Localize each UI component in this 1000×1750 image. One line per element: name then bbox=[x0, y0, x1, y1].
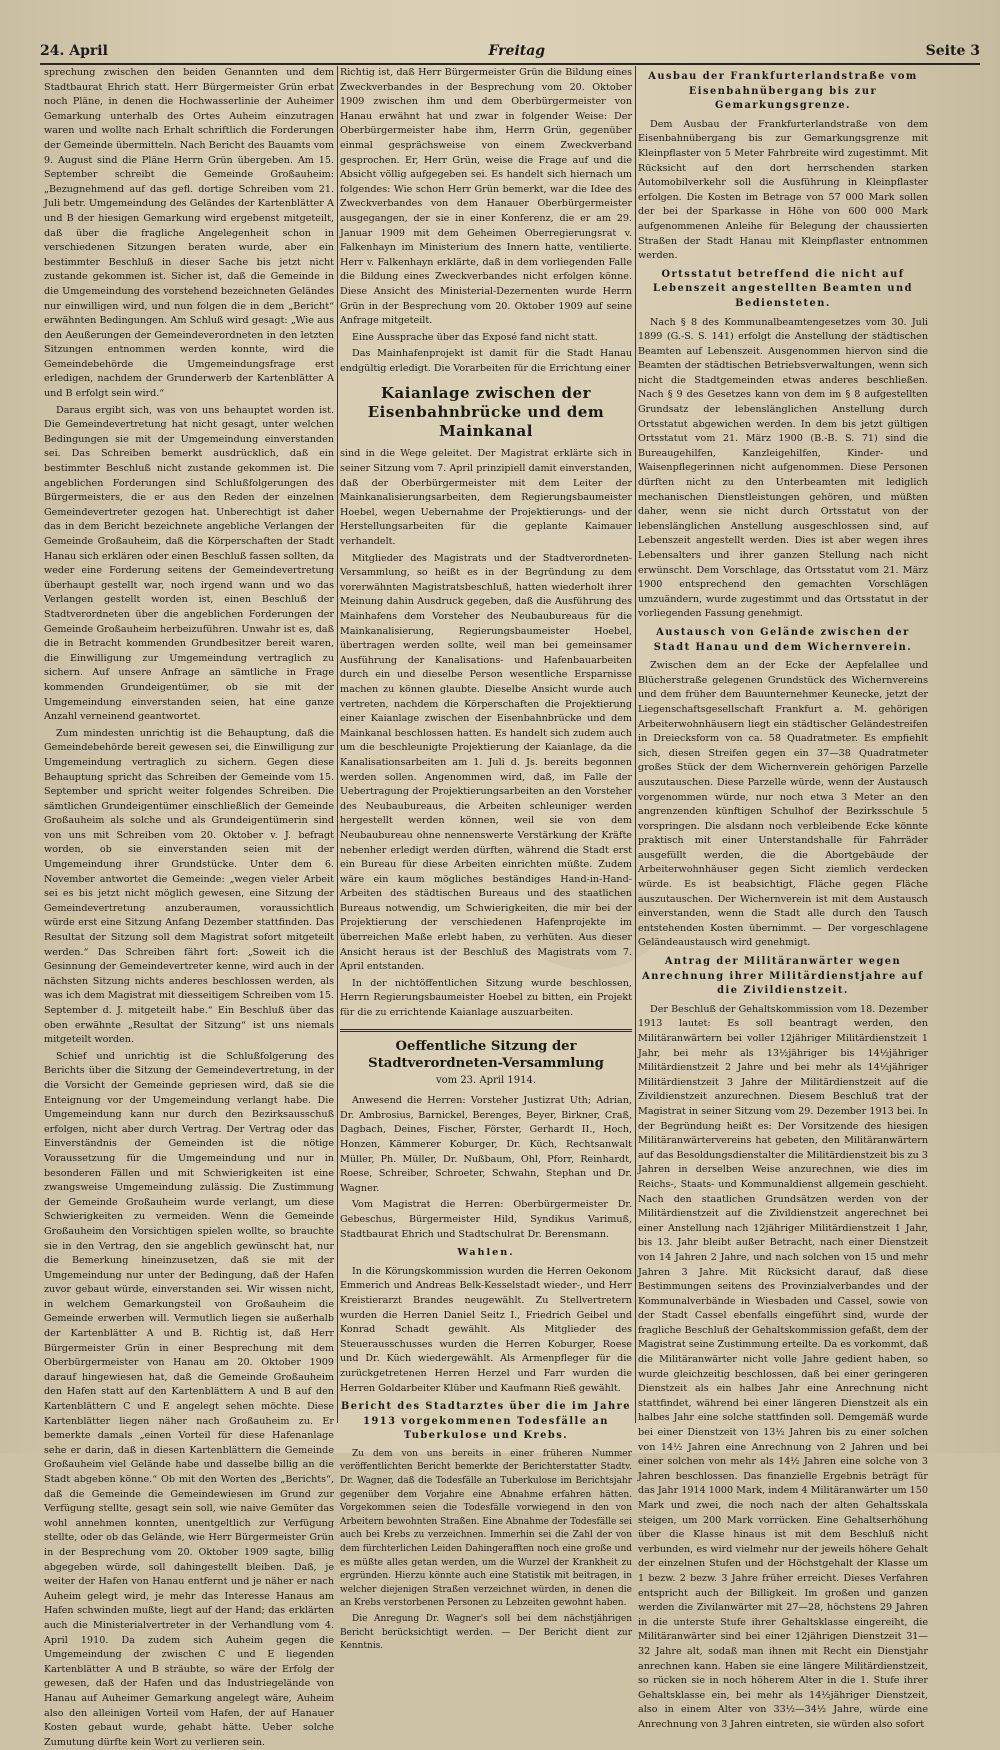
header-rule bbox=[40, 63, 980, 65]
article-paragraph: In die Körungskommission wurden die Herren Oekonom Emmerich und Andreas Belk-Kesselstadt wieder-, und Herr Kreistierarzt Brandes neugewählt. Zu Stellvertretern wurden die Herren Daniel Seitz I., Friedrich Geibel und Konrad Schadt gewählt. Als Mitglieder des Steuerausschusses wurden die Herren Koburger, Roese und Dr. Küch wiedergewählt. Als Armenpfleger für die zurückgetretenen Herren Herzel und Farr wurden die Herren Goldarbeiter Klüber und Kaufmann Rieß gewählt. bbox=[340, 1265, 632, 1394]
column-2 bbox=[340, 66, 632, 1652]
article-paragraph: Schief und unrichtig ist die Schlußfolgerung des Berichts über die Sitzung der Gemeindevertretung, in der die Vorsicht der Gemeinde gepriesen wird, daß sie die Enteignung vor der Umgemeindung verlangt habe. Die Umgemeindung kann nur durch den Bezirksausschuß erfolgen, nicht aber durch Vertrag. Der Vertrag oder das Einverständnis der Gemeinden ist die nötige Voraussetzung für die Umgemeindung und nur in besonderen Fällen und mit Schwierigkeiten ist eine zwangsweise Umgemeindung zulässig. Die Zustimmung der Gemeinde Großauheim wurde verlangt, um diese Schwierigkeiten zu vermeiden. Wenn die Gemeinde Großauheim den Vorsichtigen spielen wollte, so brauchte sie in den Vertrag, den sie angeblich gewünscht hat, nur die Bemerkung hineinzusetzen, daß sie mit der Umgemeindung nur unter der Bedingung, daß der Hafen zuvor gebaut würde, einverstanden sei. Wir wissen nicht, in welchem Gemarkungsteil von Großauheim die Gemeinde erwerben will. Vermutlich liegen sie außerhalb der Kartenblätter A und B. Richtig ist, daß Herr Bürgermeister Grün in einer Besprechung mit dem Oberbürgermeister von Hanau am 20. Oktober 1909 darauf hingewiesen hat, daß die Gemeinde Großauheim den Hafen statt auf den Kartenblättern A und B auf den Kartenblättern C und E angelegt sehen möchte. Diese Kartenblätter liegen näher nach Großauheim zu. Er bemerkte damals „einen Vorteil für diese Hafenanlage sehe er darin, daß in diesen Kartenblättern die Gemeinde Großauheim viel Gelände habe und dasselbe billig an die Stadt abgeben könne.“ Ob mit den Worten des „Berichts“, daß die Gemeinde die Gemeindewiesen im Grund zur Verfügung stellte, gesagt sein soll, wie naive Gemüter das wohl annehmen konnten, unentgeltlich zur Verfügung stellte, oder ob das Gelände, wie Herr Bürgermeister Grün in der Besprechung vom 20. Oktober 1909 sagte, billig abgegeben würde, soll dahingestellt bleiben. Daß, je weiter der Hafen von Hanau entfernt und je näher er nach Auheim gelegt wird, je mehr das Interesse Hanaus am Hafen schwinden mußte, liegt auf der Hand; das erklärten auch die Ministerialvertreter in der Verhandlung vom 4. April 1910. Da zudem sich Auheim gegen die Umgemeindung der zwischen C und E liegenden Kartenblätter A und B sträubte, so wäre der Erfolg der gewesen, daß der Hafen und das Industriegelände von Hanau auf Auheimer Gemarkung angelegt wäre, Auheim also den alleinigen Vorteil vom Hafen, der auf Hanauer Kosten gebaut wurde, gehabt hätte. Ueber solche Zumutung dürfte kein Wort zu verlieren sein. bbox=[44, 1050, 334, 1748]
header-day: Freitag bbox=[488, 43, 546, 59]
article-paragraph: Die Anregung Dr. Wagner's soll bei dem nächstjährigen Bericht berücksichtigt werden. — Der Bericht dient zur Kenntnis. bbox=[340, 1614, 632, 1652]
headline-kaianlage: Kaianlage zwischen der Eisenbahnbrücke und dem Mainkanal bbox=[367, 384, 605, 441]
article-paragraph: Zum mindesten unrichtig ist die Behauptung, daß die Gemeindebehörde bereit gewesen sei, die Einwilligung zur Umgemeindung vertraglich zu sichern. Gegen diese Behauptung spricht das Schreiben der Gemeinde vom 15. September und spricht weiter folgendes Schreiben. Die sämtlichen Grundeigentümer einschließlich der Gemeinde Großauheim als solche und als Grundeigentümerin sind von uns mit Schreiben vom 20. Oktober v. J. befragt worden, ob sie einverstanden seien mit der Umgemeindung ihrer Grundstücke. Unter dem 6. November antwortet die Gemeinde: „wegen vieler Arbeit sei es bis jetzt nicht möglich gewesen, eine Sitzung der Gemeindevertretung anzuberaumen, voraussichtlich würde erst eine Sitzung Anfang Dezember stattfinden. Das Resultat der Sitzung soll dem Magistrat sofort mitgeteilt werden.“ Das Schreiben fährt fort: „Soweit ich die Gesinnung der Gemeindevertreter kenne, wird auch in der nächsten Sitzung nichts anderes beschlossen werden, als was ich dem Magistrat mit diesseitigem Schreiben vom 15. September d. J. mitgeteilt habe.“ Ein Beschluß über das oben erwähnte „Resultat der Sitzung“ ist uns niemals mitgeteilt worden. bbox=[44, 727, 334, 1046]
column-3 bbox=[638, 66, 928, 1730]
article-paragraph: Richtig ist, daß Herr Bürgermeister Grün die Bildung eines Zweckverbandes in der Besprechung vom 20. Oktober 1909 zwischen ihm und dem Oberbürgermeister von Hanau erwähnt hat und zwar in folgender Weise: Der Oberbürgermeister habe ihm, Herrn Grün, gegenüber einmal gesprächsweise von einem Zweckverband gesprochen. Er, Herr Grün, weise die Frage auf und die Absicht völlig aufgegeben sei. Es handelt sich hiernach um folgendes: Wie schon Herr Grün bemerkt, war die Idee des Zweckverbandes von dem Hanauer Oberbürgermeister ausgegangen, der sie in einer Konferenz, die er am 29. Januar 1909 mit dem Geheimen Oberregierungsrat v. Falkenhayn im Ministerium des Innern hatte, ventilierte. Herr v. Falkenhayn erklärte, daß in dem vorliegenden Falle die Bildung eines Zweckverbandes nicht erfolgen könne. Diese Ansicht des Ministerial-Dezernenten wurde Herrn Grün in der Besprechung vom 20. Oktober 1909 auf seine Anfrage mitgeteilt. bbox=[340, 67, 632, 327]
section-title-antrag: Antrag der Militäranwärter wegen Anrechnung ihrer Militärdienstjahre auf die Zivildienstzeit. bbox=[642, 956, 924, 997]
header-page-number: Seite 3 bbox=[925, 43, 980, 59]
section-separator bbox=[340, 1029, 632, 1032]
column-divider bbox=[337, 66, 338, 1423]
article-paragraph: sind in die Wege geleitet. Der Magistrat erklärte sich in seiner Sitzung vom 7. April prinzipiell damit einverstanden, daß der Oberbürgermeister mit dem Leiter der Mainkanalisierungsarbeiten, dem Regierungsbaumeister Hoebel, wegen Uebernahme der Projektierungs- und der Herstellungsarbeiten für die geplante Kaimauer verhandelt. bbox=[340, 448, 632, 548]
section-title-ortsstatut: Ortsstatut betreffend die nicht auf Lebenszeit angestellten Beamten und Bediensteten. bbox=[653, 268, 913, 309]
header-date: 24. April bbox=[40, 43, 108, 59]
article-paragraph: Der Beschluß der Gehaltskommission vom 18. Dezember 1913 lautet: Es soll beantragt werden, den Militäranwärtern bei voller 12jähriger Militärdienstzeit 1 Jahr, bei mehr als 13½jähriger bis 14½jähriger Militärdienstzeit 2 Jahre und bei mehr als 14½jähriger Militärdienstzeit 3 Jahre der Militärdienstzeit auf die Zivildienstzeit anzurechnen. Diesem Beschluß trat der Magistrat in seiner Sitzung vom 29. Dezember 1913 bei. In der Begründung heißt es: Der Vorsitzende des hiesigen Militäranwärtervereins hat gebeten, den Militäranwärtern auf das Besoldungsdienstalter die Militärdienstzeit bis zu 3 Jahren in derselben Weise anzurechnen, wie dies im Reichs-, Staats- und Kommunaldienst allgemein geschieht. Nach den staatlichen Grundsätzen werden von der Militärdienstzeit auf die Zivildienstzeit angerechnet bei einer Anstellung nach 12jähriger Militärdienstzeit 1 Jahr, bis 13. Jahr bleibt außer Betracht, nach einer Dienstzeit von 14 Jahren 2 Jahre, und nach solchen von 15 und mehr Jahren 3 Jahre. Mit Rücksicht darauf, daß diese Bestimmungen seitens des Provinzialverbandes und der Kommunalverbände in Wiesbaden und Cassel, sowie von der Stadt Cassel ebenfalls eingeführt sind, wurde der fragliche Beschluß der Gehaltskommission gefaßt, dem der Magistrat seine Zustimmung erteilte. Da es vorkommt, daß die Militäranwärter nicht volle Jahre gedient haben, so wurde gleichzeitig beschlossen, daß bei einer geringeren Dienstzeit als ein halbes Jahr eine Anrechnung nicht stattfindet, während bei einer längeren Dienstzeit als ein halbes Jahr eine solche stattfinden soll. Demgemäß wurde bei einer Dienstzeit von 13½ Jahren bis zu einer solchen von 14½ Jahren eine Anrechnung von 2 Jahren und bei einer solchen von mehr als 14½ Jahren eine solche von 3 Jahren beschlossen. Das finanzielle Ergebnis beträgt für das Jahr 1914 1000 Mark, indem 4 Militäranwärter um 150 Mark und zwei, die noch nach der alten Gehaltsskala steigen, um 200 Mark vorrücken. Eine Gehaltserhöhung über die Klasse hinaus ist mit dem Beschluß nicht verbunden, es wird vielmehr nur der jeweils höhere Gehalt der einzelnen Stufen und der Höchstgehalt der Klasse um 1 bezw. 2 bezw. 3 Jahre früher erreicht. Dieses Verfahren entspricht auch der Billigkeit. Im großen und ganzen werden die Zivilanwärter mit 27—28, höchstens 29 Jahren in die unterste Stufe ihrer Gehaltsklasse eingereiht, die Militäranwärter sind bei einer 12jährigen Dienstzeit 31—32 Jahre alt, sodaß man ihnen mit Recht ein Dienstjahr anrechnen kann. Haben sie eine längere Militärdienstzeit, so rücken sie in noch höherem Alter in die 1. Stufe ihrer Gehaltsklasse ein, bei mehr als 14½jähriger Dienstzeit, also in einem Alter von 33½—34½ Jahre, würde eine Anrechnung von 3 Jahren eintreten, sie würden also sofort bbox=[638, 1003, 928, 1730]
attendance-paragraph: Vom Magistrat die Herren: Oberbürgermeister Dr. Gebeschus, Bürgermeister Hild, Syndikus Varimuß, Stadtbaurat Ehrich und Stadtschulrat Dr. Berensmann. bbox=[340, 1199, 632, 1240]
attendance-paragraph: Anwesend die Herren: Vorsteher Justizrat Uth; Adrian, Dr. Ambrosius, Barnickel, Berenges, Beyer, Birkner, Craß, Dagbach, Deines, Fischer, Förster, Gerhardt II., Hoch, Honzen, Kämmerer Koburger, Dr. Küch, Rechtsanwalt Müller, Ph. Müller, Dr. Nußbaum, Ohl, Pforr, Reinhardt, Roese, Schreiber, Schroeter, Schwahn, Stephan und Dr. Wagner. bbox=[340, 1095, 632, 1194]
headline-session: Oeffentliche Sitzung der Stadtverordneten-Versammlung bbox=[368, 1038, 604, 1071]
article-paragraph: Das Mainhafenprojekt ist damit für die Stadt Hanau endgültig erledigt. Die Vorarbeiten für die Errichtung einer bbox=[340, 348, 632, 374]
article-paragraph: Zwischen dem an der Ecke der Aepfelallee und Blücherstraße gelegenen Grundstück des Wichernvereins und dem früher dem Bauunternehmer Keunecke, jetzt der Liegenschaftsgesellschaft Frankfurt a. M. gehörigen Arbeiterwohnhäusern liegt ein städtischer Geländestreifen in Dreiecksform von ca. 58 Quadratmeter. Es empfiehlt sich, diesen Streifen gegen ein 37—38 Quadratmeter großes Stück der dem Wichernverein gehörigen Parzelle auszutauschen. Diese Parzelle würde, wenn der Austausch vorgenommen würde, nur noch etwa 3 Meter an den angrenzenden künftigen Schulhof der Bezirksschule 5 vorspringen. Die alsdann noch verbleibende Ecke könnte praktisch mit einer Unterstandshalle für Fahrräder ausgefüllt werden, die die Abortgebäude der Arbeiterwohnhäuser gegen Sicht ziemlich verdecken würde. Es ist beabsichtigt, Fläche gegen Fläche auszutauschen. Der Wichernverein ist mit dem Austausch einverstanden, wenn die Stadt alle durch den Tausch entstehenden Kosten übernimmt. — Der vorgeschlagene Geländeaustausch wird genehmigt. bbox=[638, 660, 928, 949]
article-paragraph: Eine Aussprache über das Exposé fand nicht statt. bbox=[352, 331, 598, 343]
section-title-ausbau: Ausbau der Frankfurterlandstraße vom Eisenbahnübergang bis zur Gemarkungsgrenze. bbox=[648, 71, 918, 112]
page-header bbox=[40, 40, 980, 62]
column-divider bbox=[635, 66, 636, 1423]
article-paragraph: Zu dem von uns bereits in einer früheren Nummer veröffentlichten Bericht bemerkte der Berichterstatter Stadtv. Dr. Wagner, daß die Todesfälle an Tuberkulose im Berichtsjahr gegenüber dem Vorjahre eine Abnahme erfahren hätten. Vorgekommen seien die Todesfälle vorwiegend in den von Arbeitern bewohnten Straßen. Eine Abnahme der Todesfälle sei auch bei Krebs zu verzeichnen. Immerhin sei die Zahl der von dem fürchterlichen Leiden Dahingerafften noch eine große und es müßte alles getan werden, um die Wurzel der Krankheit zu ergründen. Hierzu könnte auch eine Statistik mit beitragen, in welcher diejenigen Straßen verzeichnet würden, in denen die an Krebs verstorbenen Personen zu Lebzeiten gewohnt haben. bbox=[340, 1448, 632, 1609]
article-paragraph: sprechung zwischen den beiden Genannten und dem Stadtbaurat Ehrich statt. Herr Bürgermeister Grün erbat noch Pläne, in denen die Hochwasserlinie der Auheimer Gemarkung unterhalb des Ortes Auheim einzutragen waren und wollte nach Erhalt schriftlich die Forderungen der Gemeinde übermitteln. Nach Bericht des Bauamts vom 9. August sind die Pläne Herrn Grün übergeben. Am 15. September schreibt die Gemeinde Großauheim: „Bezugnehmend auf das gefl. dortige Schreiben vom 21. Juli betr. Umgemeindung des Geländes der Kartenblätter A und B der hiesigen Gemarkung wird ergebenst mitgeteilt, daß über die fragliche Angelegenheit schon in verschiedenen Sitzungen beraten wurde, aber ein bestimmter Beschluß in dieser Sache bis jetzt nicht zustande gekommen ist. Sicher ist, daß die Gemeinde in die Umgemeindung des vorstehend bezeichneten Geländes nur einwilligen wird, und nun folgen die in dem „Bericht“ erwähnten Bedingungen. Am Schluß wird gesagt: „Wie aus den Aeußerungen der Gemeindeverordneten in den letzten Sitzungen entnommen werden konnte, wird die Gemeindebehörde die Umgemeindungsfrage erst erledigen, nachdem der Grunderwerb der Kartenblätter A und B erfolgt sein wird.“ bbox=[44, 67, 334, 400]
section-title-bericht: Bericht des Stadtarztes über die im Jahre 1913 vorgekommenen Todesfälle an Tuberkulose und Krebs. bbox=[340, 1401, 631, 1442]
session-date: vom 23. April 1914. bbox=[435, 1074, 537, 1086]
article-paragraph: Nach § 8 des Kommunalbeamtengesetzes vom 30. Juli 1899 (G.-S. S. 141) erfolgt die Anstellung der städtischen Beamten auf Lebenszeit. Ausgenommen hiervon sind die Beamten der städtischen Betriebsverwaltungen, wenn sich nicht die Stadtgemeinden etwas anderes beschließen. Nach § 9 des Gesetzes kann von dem im § 8 aufgestellten Grundsatz der lebenslänglichen Anstellung durch Ortsstatut abgewichen werden. In dem bis jetzt gültigen Ortsstatut vom 21. März 1900 (B.-B. S. 71) sind die Bureaugehilfen, Kanzleigehilfen, Kinder- und Waisenpflegerinnen nicht aufgenommen. Diese Personen dürften nicht zu den Unterbeamten mit lediglich mechanischen Dienstleistungen gehören, und müßten daher, wenn sie nicht durch Ortsstatut von der lebenslänglichen Anstellung ausgeschlossen sind, auf Lebenszeit angestellt werden. Dies ist aber wegen ihres Lebensalters und ihrer ganzen Stellung nach nicht erwünscht. Dem Vorschlage, das Ortsstatut vom 21. März 1900 entsprechend den gemachten Vorschlägen umzuändern, wurde zugestimmt und das Ortsstatut in der vorliegenden Fassung genehmigt. bbox=[638, 316, 928, 620]
article-paragraph: In der nichtöffentlichen Sitzung wurde beschlossen, Herrn Regierungsbaumeister Hoebel zu bitten, ein Projekt für die zu errichtende Kaianlage auszuarbeiten. bbox=[340, 977, 632, 1019]
article-paragraph: Dem Ausbau der Frankfurterlandstraße von dem Eisenbahnübergang bis zur Gemarkungsgrenze mit Kleinpflaster von 5 Meter Fahrbreite wird zugestimmt. Mit Rücksicht auf den dort herrschenden starken Automobilverkehr soll die Ausführung in Kleinpflaster erfolgen. Die Kosten im Betrage von 57 000 Mark sollen der bei der Sparkasse in Höhe von 600 000 Mark aufgenommenen Anleihe für Belegung der chaussierten Straßen der Stadt Hanau mit Kleinpflaster entnommen werden. bbox=[638, 118, 928, 262]
article-paragraph: Daraus ergibt sich, was von uns behauptet worden ist. Die Gemeindevertretung hat nicht gesagt, unter welchen Bedingungen sie mit der Umgemeindung einverstanden sei. Das Schreiben bemerkt ausdrücklich, daß ein bestimmter Beschluß nicht zustande gekommen ist. Die angeblichen Forderungen sind Schlußfolgerungen des Bürgermeisters, die er aus den Reden der einzelnen Gemeindevertreter gezogen hat. Unberechtigt ist daher das in dem Bericht bezeichnete angebliche Verlangen der Gemeinde Großauheim, daß die Körperschaften der Stadt Hanau sich erklären oder einen Beschluß fassen sollten, da weder eine Forderung seitens der Gemeindevertretung überhaupt gestellt war, noch irgend wann und wo das Verlangen gestellt worden ist, einen Beschluß der Stadtverordneten über die angeblichen Forderungen der Gemeinde Großauheim herbeizuführen. Unwahr ist es, daß die in Betracht kommenden Grundbesitzer bereit waren, die Einwilligung zur Umgemeindung vertraglich zu sichern. Auf unsere Anfrage an sämtliche in Frage kommenden Grundeigentümer, ob sie mit der Umgemeindung einverstanden seien, hat eine ganze Anzahl verneinend geantwortet. bbox=[44, 404, 334, 723]
section-title-wahlen: Wahlen. bbox=[457, 1247, 515, 1259]
column-1 bbox=[44, 66, 334, 1748]
section-title-austausch: Austausch von Gelände zwischen der Stadt Hanau und dem Wichernverein. bbox=[653, 626, 913, 653]
article-paragraph: Mitglieder des Magistrats und der Stadtverordneten-Versammlung, so heißt es in der Begründung zu dem vorerwähnten Magistratsbeschluß, hatten wiederholt ihrer Meinung dahin Ausdruck gegeben, daß die Ausführung des Mainhafens dem Vorsteher des Neubaubureaus für die Mainkanalisierung, Regierungsbaumeister Hoebel, übertragen werden sollte, weil man bei gemeinsamer Ausführung der Kanalisations- und Hafenbauarbeiten durch ein und dieselbe Person wesentliche Ersparnisse machen zu können glaubte. Dieselbe Ansicht wurde auch vertreten, nachdem die Körperschaften die Projektierung einer Kaianlage zwischen der Eisenbahnbrücke und dem Mainkanal beschlossen hatten. Es handelt sich zudem auch um die beschleunigte Projektierung der Kaianlage, da die Kanalisationsarbeiten am 1. Juli d. Js. bereits begonnen werden sollen. Angenommen wird, daß, im Falle der Uebertragung der Projektierungsarbeiten an den Vorsteher des Neubaubureaus, die Arbeiten schleuniger werden hergestellt werden können, weil sie von dem Neubaubureau ohne nennenswerte Verstärkung der Kräfte nebenher erledigt werden dürften, während die Stadt erst ein Bureau für diese Arbeiten einrichten müßte. Zudem wäre ein kaum mögliches beständiges Hand-in-Hand-Arbeiten des städtischen Bureaus und des staatlichen Bureaus notwendig, um Schwierigkeiten, die mir bei der Projektierung der verschiedenen Hafenprojekte im überreichen Maße erlebt haben, zu verhüten. Aus dieser Ansicht heraus ist der Beschluß des Magistrats vom 7. April entstanden. bbox=[340, 552, 632, 973]
